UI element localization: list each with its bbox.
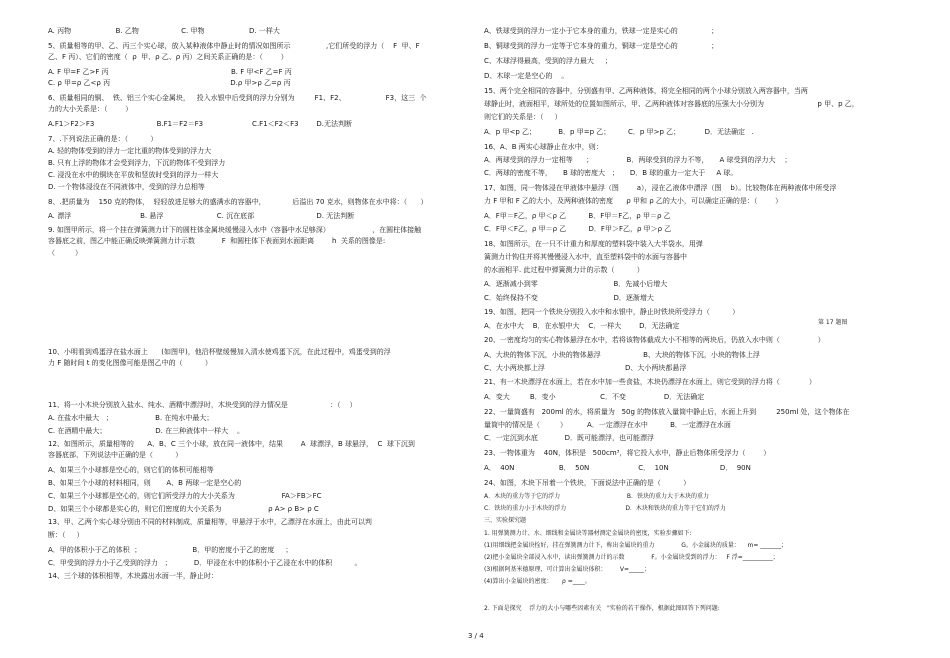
- text-line: 18、如图所示，在一只不计重力和厚度的塑料袋中装入大半袋水，用弹: [484, 240, 703, 248]
- text-line: 簧测力计钩住并将其慢慢浸入水中，直至塑料袋中的水面与容器中: [484, 253, 687, 261]
- text-line: D、如果三个小球都是实心的，则它们密度的大小关系为 ρ A> ρ B> ρ C: [48, 505, 319, 513]
- text-line: 2. 下面是探究 浮力的大小与哪些因素有关 "实验的若干操作，根据此图回答下列问题:: [484, 605, 720, 612]
- text-line: A．两球受到的浮力一定相等 ； B．两球受到的浮力不等， A 球受到的浮力大 ；: [484, 156, 792, 164]
- text-line: A、如果三个小球都是空心的，则它们的体积可能相等: [48, 466, 214, 474]
- text-line: 11、将一小木块分别放入盐水、纯水、酒精中漂浮时，木块受到的浮力情况是 ：（ ）: [48, 401, 357, 409]
- text-line: 量筒中的情况是（ ） A．一定漂浮在水中 B．一定漂浮在水面: [484, 421, 731, 429]
- text-line: 20、一密度均匀的实心物体悬浮在水中，若将该物体截成大小不相等的两块后，仍放入水中则（ ）: [484, 336, 825, 344]
- text-line: C、木球浮得最高，受到的浮力最大 ；: [484, 57, 613, 65]
- text-line: C．两球的密度不等， B 球的密度大 ； D．B 球的重力一定大于 A 球。: [484, 169, 738, 177]
- text-line: A.F1＞F2＞F3 B.F1＝F2＝F3 C.F1＜F2＜F3 D.无法判断: [48, 120, 353, 128]
- text-line: A． 40N B． 50N C． 10N D． 90N: [484, 464, 751, 472]
- text-line: 16、A、B 两实心球静止在水中，则：: [484, 143, 603, 151]
- text-line: C．始终保持不变 D．逐渐增大: [484, 294, 654, 302]
- text-line: D. 一个物体浸没在不同液体中，受到的浮力总相等: [48, 183, 205, 191]
- text-line: C．一定沉到水底 D．既可能漂浮，也可能漂浮: [484, 434, 654, 442]
- text-line: (2)把小金属块全部浸入水中，读出弹簧测力计的示数 F。小金属块受到的浮力： F 浮=__________；: [484, 554, 779, 561]
- page-number: 3 / 4: [468, 632, 484, 640]
- text-line: A．木块的重力等于它的浮力 B．铁块的重力大于木块的重力: [484, 493, 709, 500]
- text-line: 乙、F 丙）、它们的密度（ ρ 甲、ρ 乙、ρ 丙）之间关系正确的是：（ ）: [48, 53, 288, 61]
- text-line: 13、甲、乙两个实心球分别由不同的材料制成，质量相等，甲悬浮于水中，乙漂浮在水面上，由此可以判: [48, 518, 372, 526]
- text-line: A、大块的物体下沉，小块的物体悬浮 B、大块的物体下沉，小块的物体上浮: [484, 351, 760, 359]
- text-line: A．p 甲<p 乙； B．p 甲=p 乙； C．p 甲>p 乙； D．无法确定 .: [484, 128, 754, 136]
- text-line: C. ρ 甲=ρ 乙<ρ 丙 D.ρ 甲>ρ 乙=ρ 丙: [48, 79, 291, 87]
- text-line: A. F 甲=F 乙>F 丙 B. F 甲<F 乙=F 丙: [48, 68, 292, 76]
- text-line: 14、三个球的体积相等，木块露出水面一半，静止时：: [48, 572, 218, 580]
- text-line: 力 F 随时间 t 的变化图像可能是图乙中的（ ）: [48, 359, 212, 367]
- text-line: 5、质量相等的甲、乙、丙三个实心球，放入某种液体中静止时的情况如图所示 ,它们所受的浮力（ F 甲、F: [48, 42, 420, 50]
- text-line: A. 漂浮 B. 悬浮 C. 沉在底部 D. 无法判断: [48, 212, 355, 220]
- text-line: A、铁球受到的浮力一定小于它本身的重力，铁球一定是实心的 ；: [484, 27, 719, 35]
- text-line: （ ）: [48, 249, 83, 257]
- text-line: 容器底部，下列说法中正确的是（ ）: [48, 451, 183, 459]
- text-line: C．铁块的重力小于木块的浮力 D．木块和铁块的重力等于它们的浮力: [484, 505, 726, 512]
- text-line: (3)根据阿基米德原理，可计算出金属块体积： V=_____；: [484, 566, 650, 573]
- text-line: B. 只有上浮的物体才会受到浮力，下沉的物体不受到浮力: [48, 159, 226, 167]
- right-column: [484, 0, 926, 658]
- text-line: A. 在盐水中最大 ； B. 在纯水中最大；: [48, 414, 214, 422]
- text-line: A．在水中大 B．在水银中大 C．一样大 D．无法确定: [484, 322, 680, 330]
- text-line: B、铜球受到的浮力一定等于它本身的重力，铜球一定是空心的 ；: [484, 42, 719, 50]
- text-line: C．F甲＜F乙，ρ 甲＝ρ 乙 D．F甲＞F乙，ρ 甲＞ρ 乙: [484, 225, 672, 233]
- text-line: 19、如图，把同一个铁块分别投入水中和水银中，静止时铁块所受浮力（ ）: [484, 308, 740, 316]
- text-line: 10、小明看到鸡蛋浮在盐水面上 (如图甲)，他沿杯壁缓慢加入清水使鸡蛋下沉，在此过程中，鸡蛋受到的浮: [48, 348, 391, 356]
- text-line: 12、如图所示，质量相等的 A、B、C 三个小球，放在同一液体中，结果 A 球漂浮，B 球悬浮， C 球下沉到: [48, 440, 415, 448]
- left-column: [48, 0, 480, 658]
- text-line: 力 F 甲和 F 乙的大小，及两种液体的密度 ρ 甲和 ρ 乙的大小，可以确定正确的是：（ ）: [484, 197, 783, 205]
- text-line: 22、一量筒盛有 200ml 的水，将质量为 50g 的物体放入量筒中静止后，水面上升到 250ml 处，这个物体在: [484, 408, 850, 416]
- text-line: 9. 如图甲所示，将一个挂在弹簧测力计下的圆柱体金属块缓慢浸入水中（容器中水足够深） ，在圆柱体接触: [48, 226, 422, 234]
- figure-17-label: 第 17 题图: [818, 319, 848, 326]
- text-line: A．F甲＝F乙，ρ 甲＜ρ 乙 B．F甲＝F乙，ρ 甲＝ρ 乙: [484, 212, 671, 220]
- text-line: A. 轻的物体受到的浮力一定比重的物体受到的浮力大: [48, 147, 212, 155]
- text-line: D、木球一定是空心的 。: [484, 72, 569, 80]
- text-line: 则它们的关系是：（ ）: [484, 113, 562, 121]
- text-line: 三、实验探究题: [484, 517, 527, 524]
- text-line: 的水面相平. 此过程中弹簧测力计的示数（ ）: [484, 266, 644, 274]
- text-line: C. 在酒精中最大； D. 在三种液体中一样大 。: [48, 427, 245, 435]
- text-line: (1)用细线把金属块拴好，挂在弹簧测力计下，称出金属块的重力 G。小金属块的质量： m= _______；: [484, 542, 788, 549]
- text-line: A. 丙物 B. 乙物 C. 甲物 D. 一样大: [48, 27, 280, 35]
- text-line: 15、两个完全相同的容器中，分别盛有甲、乙两种液体，将完全相同的两个小球分别放入两容器中，当两: [484, 87, 808, 95]
- text-line: 球静止时，液面相平，球所处的位置如图所示，甲、乙两种液体对容器底的压强大小分别为 p 甲、p 乙，: [484, 100, 859, 108]
- text-line: A．逐渐减小到零 B．先减小后增大: [484, 280, 668, 288]
- text-line: 8、.把质量为 150 克的物体， 轻轻放进足够大的盛满水的容器中， 后溢出 70 克水，则物体在水中将：（ ）: [48, 198, 428, 206]
- text-line: B、如果三个小球的材料相同，则 A、B 两球一定是空心的: [48, 479, 242, 487]
- text-line: A．甲的体积小于乙的体积 ； B．甲的密度小于乙的密度 ；: [48, 546, 293, 554]
- text-line: C、大小两块都上浮 D、大小两块都悬浮: [484, 364, 687, 372]
- text-line: 6、质量相同的铜、 铁、铝三个实心金属块， 投入水银中后受到的浮力分别为 F1、F2、 F3，这三 个: [48, 94, 427, 102]
- text-line: 21、有一木块漂浮在水面上，若在水中加一些食盐，木块仍漂浮在水面上，则它受到的浮力将（ ）: [484, 378, 816, 386]
- text-line: 1. 用弹簧测力计、水、细线和金属块等器材测定金属块的密度，实验步骤如下:: [484, 530, 692, 537]
- text-line: 7、.下列说法正确的是：（ ）: [48, 135, 158, 143]
- text-line: 力的大小关系是：（ ）: [48, 105, 133, 113]
- text-line: 23、一物体重为 40N，体积是 500cm³，将它投入水中，静止后物体所受浮力（ ）: [484, 449, 771, 457]
- text-line: C．甲受到的浮力小于乙受到的浮力 ； D．甲浸在水中的体积小于乙浸在水中的体积 。: [48, 559, 362, 567]
- text-line: C. 浸没在水中的铜块在平放和竖放时受到的浮力一样大: [48, 171, 219, 179]
- text-line: A．变大 B．变小 C．不变 D．无法确定: [484, 393, 705, 401]
- text-line: (4)算出小金属块的密度： ρ =____。: [484, 578, 591, 585]
- text-line: 断：（ ）: [48, 531, 84, 539]
- text-line: 容器底之前，图乙中能正确反映弹簧测力计示数 F 和圆柱体下表面到水面距离 h 关系的图像是:: [48, 237, 386, 245]
- text-line: C、如果三个小球都是空心的，则它们所受浮力的大小关系为 FA＞FB＞FC: [48, 492, 322, 500]
- text-line: 17、如图，同一物体浸在甲液体中悬浮（图 a），浸在乙液体中漂浮（图 b）。比较物体在两种液体中所受浮: [484, 184, 837, 192]
- text-line: 24、如图，木块下吊着一个铁块，下面说法中正确的是（ ）: [484, 479, 691, 487]
